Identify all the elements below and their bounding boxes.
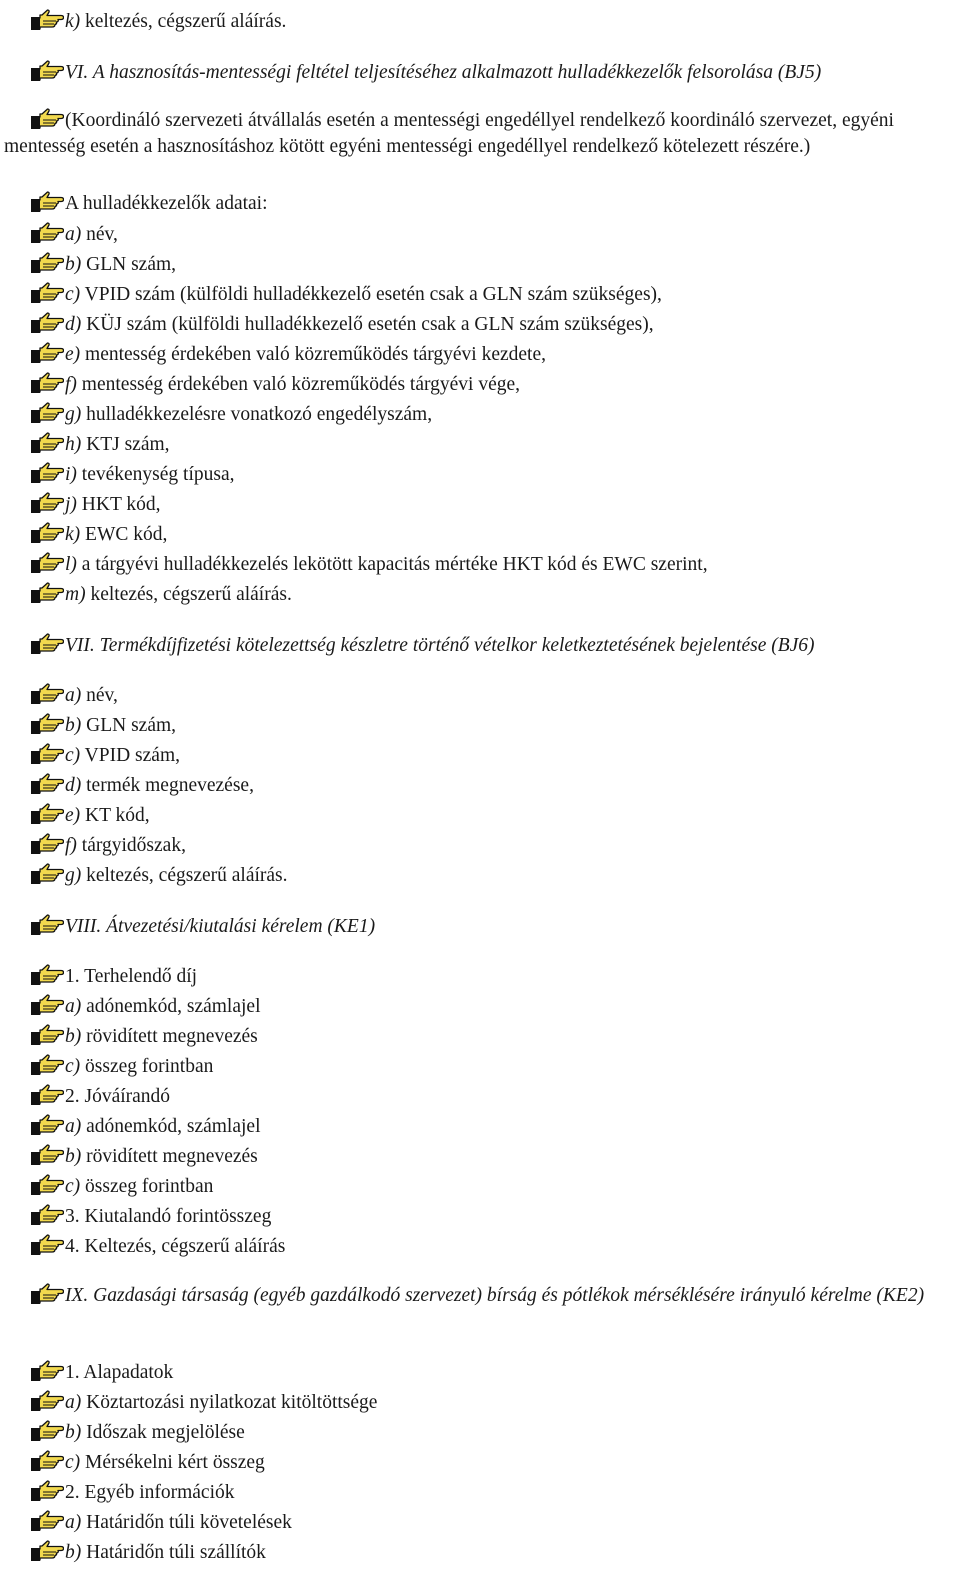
item-text: Időszak megjelölése: [81, 1422, 245, 1443]
item-text: Határidőn túli követelések: [81, 1512, 292, 1533]
list-line: [4, 833, 956, 857]
pointing-hand-icon: [30, 402, 64, 424]
item-label: a): [65, 996, 82, 1017]
item-text: KT kód,: [80, 805, 150, 826]
paragraph: [4, 108, 956, 160]
item-label: a): [65, 1392, 82, 1413]
pointing-hand-icon: [30, 1360, 64, 1382]
pointing-hand-icon: [30, 863, 64, 885]
pointing-hand-icon: [30, 633, 64, 655]
item-text: KÜJ szám (külföldi hulladékkezelő esetén csak a GLN szám szükséges),: [81, 314, 654, 335]
list-line: [4, 1390, 956, 1414]
pointing-hand-icon: [30, 191, 64, 213]
item-text: 3. Kiutalandó forintösszeg: [65, 1206, 272, 1227]
pointing-hand-icon: [30, 372, 64, 394]
item-text: név,: [81, 224, 118, 245]
list-line: [4, 743, 956, 767]
pointing-hand-icon: [30, 432, 64, 454]
pointing-hand-icon: [30, 1174, 64, 1196]
item-label: c): [65, 745, 81, 766]
pointing-hand-icon: [30, 1204, 64, 1226]
pointing-hand-icon: [30, 492, 64, 514]
pointing-hand-icon: [30, 964, 64, 986]
list-line: [4, 1450, 956, 1474]
item-text: 2. Egyéb információk: [65, 1482, 235, 1503]
item-label: e): [65, 805, 81, 826]
item-label: c): [65, 1056, 81, 1077]
item-text: tevékenység típusa,: [76, 464, 235, 485]
list-line: [4, 191, 956, 215]
list-line: [4, 252, 956, 276]
item-text: KTJ szám,: [81, 434, 170, 455]
item-label: c): [65, 284, 81, 305]
item-text: keltezés, cégszerű aláírás.: [85, 584, 292, 605]
item-text: VPID szám,: [80, 745, 180, 766]
list-line: [4, 1054, 956, 1078]
item-text: keltezés, cégszerű aláírás.: [81, 865, 288, 886]
item-text: 1. Terhelendő díj: [65, 966, 198, 987]
pointing-hand-icon: [30, 582, 64, 604]
pointing-hand-icon: [30, 462, 64, 484]
item-label: a): [65, 1116, 82, 1137]
list-line: [4, 1540, 956, 1564]
list-line: [4, 432, 956, 456]
pointing-hand-icon: [30, 282, 64, 304]
item-label: b): [65, 254, 82, 275]
pointing-hand-icon: [30, 833, 64, 855]
item-label: m): [65, 584, 86, 605]
list-line: [4, 964, 956, 988]
list-line: [4, 222, 956, 246]
list-line: [4, 1360, 956, 1384]
list-line: [4, 713, 956, 737]
list-line: [4, 1024, 956, 1048]
list-line: [4, 1420, 956, 1444]
paragraph-text: (Koordináló szervezeti átvállalás esetén a mentességi engedéllyel rendelkező koordináló szervezet, egyéni mentesség esetén a hasznosításhoz kötött egyéni mentességi engedéllyel rendelkező kötelezett részére.): [4, 110, 894, 157]
item-label: e): [65, 344, 81, 365]
list-line: [4, 1114, 956, 1138]
section-heading: [4, 60, 956, 84]
item-label: d): [65, 775, 82, 796]
item-label: b): [65, 1422, 82, 1443]
item-label: k): [65, 11, 81, 32]
item-text: összeg forintban: [80, 1176, 214, 1197]
item-label: l): [65, 554, 77, 575]
pointing-hand-icon: [30, 1480, 64, 1502]
section-heading: [4, 1283, 956, 1309]
section-heading: [4, 633, 956, 657]
pointing-hand-icon: [30, 914, 64, 936]
item-text: VPID szám (külföldi hulladékkezelő esetén csak a GLN szám szükséges),: [80, 284, 662, 305]
item-text: rövidített megnevezés: [81, 1146, 258, 1167]
item-text: GLN szám,: [81, 715, 177, 736]
pointing-hand-icon: [30, 1114, 64, 1136]
item-text: termék megnevezése,: [81, 775, 254, 796]
item-label: k): [65, 524, 81, 545]
item-text: mentesség érdekében való közreműködés tárgyévi vége,: [76, 374, 521, 395]
item-text: tárgyidőszak,: [76, 835, 186, 856]
item-text: A hulladékkezelők adatai:: [65, 193, 268, 214]
pointing-hand-icon: [30, 1144, 64, 1166]
item-text: GLN szám,: [81, 254, 177, 275]
list-line: [4, 773, 956, 797]
list-line: [4, 1204, 956, 1228]
item-label: g): [65, 865, 82, 886]
item-text: a tárgyévi hulladékkezelés lekötött kapacitás mértéke HKT kód és EWC szerint,: [76, 554, 708, 575]
list-line: [4, 1234, 956, 1258]
list-line: [4, 9, 956, 33]
section-heading: [4, 914, 956, 938]
item-text: HKT kód,: [76, 494, 161, 515]
item-text: 1. Alapadatok: [65, 1362, 174, 1383]
item-text: Mérsékelni kért összeg: [80, 1452, 265, 1473]
item-label: f): [65, 374, 77, 395]
item-text: 4. Keltezés, cégszerű aláírás: [65, 1236, 286, 1257]
item-text: Köztartozási nyilatkozat kitöltöttsége: [81, 1392, 378, 1413]
item-label: b): [65, 1542, 82, 1563]
list-line: [4, 994, 956, 1018]
item-label: b): [65, 1026, 82, 1047]
item-text: rövidített megnevezés: [81, 1026, 258, 1047]
item-label: c): [65, 1176, 81, 1197]
section-title: VII. Termékdíjfizetési kötelezettség készletre történő vételkor keletkeztetésének bejelentése (BJ6): [65, 635, 815, 656]
item-text: hulladékkezelésre vonatkozó engedélyszám,: [81, 404, 433, 425]
item-label: i): [65, 464, 77, 485]
pointing-hand-icon: [30, 222, 64, 244]
item-label: b): [65, 1146, 82, 1167]
list-line: [4, 863, 956, 887]
item-text: keltezés, cégszerű aláírás.: [80, 11, 287, 32]
list-line: [4, 342, 956, 366]
pointing-hand-icon: [30, 312, 64, 334]
item-label: a): [65, 224, 82, 245]
item-label: b): [65, 715, 82, 736]
pointing-hand-icon: [30, 552, 64, 574]
pointing-hand-icon: [30, 743, 64, 765]
pointing-hand-icon: [30, 1084, 64, 1106]
list-line: [4, 803, 956, 827]
list-line: [4, 1174, 956, 1198]
item-label: j): [65, 494, 77, 515]
pointing-hand-icon: [30, 773, 64, 795]
pointing-hand-icon: [30, 1390, 64, 1412]
pointing-hand-icon: [30, 1054, 64, 1076]
list-line: [4, 402, 956, 426]
list-line: [4, 552, 956, 576]
pointing-hand-icon: [30, 803, 64, 825]
item-label: g): [65, 404, 82, 425]
list-line: [4, 1084, 956, 1108]
item-text: összeg forintban: [80, 1056, 214, 1077]
list-line: [4, 1510, 956, 1534]
pointing-hand-icon: [30, 108, 64, 130]
pointing-hand-icon: [30, 1283, 64, 1305]
pointing-hand-icon: [30, 1510, 64, 1532]
pointing-hand-icon: [30, 522, 64, 544]
pointing-hand-icon: [30, 60, 64, 82]
item-text: Határidőn túli szállítók: [81, 1542, 266, 1563]
pointing-hand-icon: [30, 683, 64, 705]
item-text: adónemkód, számlajel: [81, 1116, 261, 1137]
list-line: [4, 462, 956, 486]
item-text: adónemkód, számlajel: [81, 996, 261, 1017]
pointing-hand-icon: [30, 713, 64, 735]
item-label: a): [65, 685, 82, 706]
pointing-hand-icon: [30, 994, 64, 1016]
pointing-hand-icon: [30, 342, 64, 364]
item-text: név,: [81, 685, 118, 706]
section-title: VIII. Átvezetési/kiutalási kérelem (KE1): [65, 916, 376, 937]
pointing-hand-icon: [30, 1234, 64, 1256]
item-label: c): [65, 1452, 81, 1473]
list-line: [4, 1480, 956, 1504]
list-line: [4, 372, 956, 396]
pointing-hand-icon: [30, 1024, 64, 1046]
list-line: [4, 312, 956, 336]
pointing-hand-icon: [30, 9, 64, 31]
pointing-hand-icon: [30, 252, 64, 274]
pointing-hand-icon: [30, 1450, 64, 1472]
list-line: [4, 1144, 956, 1168]
item-text: mentesség érdekében való közreműködés tárgyévi kezdete,: [80, 344, 546, 365]
list-line: [4, 582, 956, 606]
list-line: [4, 492, 956, 516]
section-title: IX. Gazdasági társaság (egyéb gazdálkodó szervezet) bírság és pótlékok mérséklésére irányuló kérelme (KE2): [65, 1285, 925, 1306]
section-title: VI. A hasznosítás-mentességi feltétel teljesítéséhez alkalmazott hulladékkezelők felsorolása (BJ5): [65, 62, 822, 83]
list-line: [4, 282, 956, 306]
item-text: 2. Jóváírandó: [65, 1086, 171, 1107]
item-label: h): [65, 434, 82, 455]
pointing-hand-icon: [30, 1540, 64, 1562]
list-line: [4, 522, 956, 546]
pointing-hand-icon: [30, 1420, 64, 1442]
item-label: a): [65, 1512, 82, 1533]
list-line: [4, 683, 956, 707]
item-label: f): [65, 835, 77, 856]
item-label: d): [65, 314, 82, 335]
item-text: EWC kód,: [80, 524, 168, 545]
